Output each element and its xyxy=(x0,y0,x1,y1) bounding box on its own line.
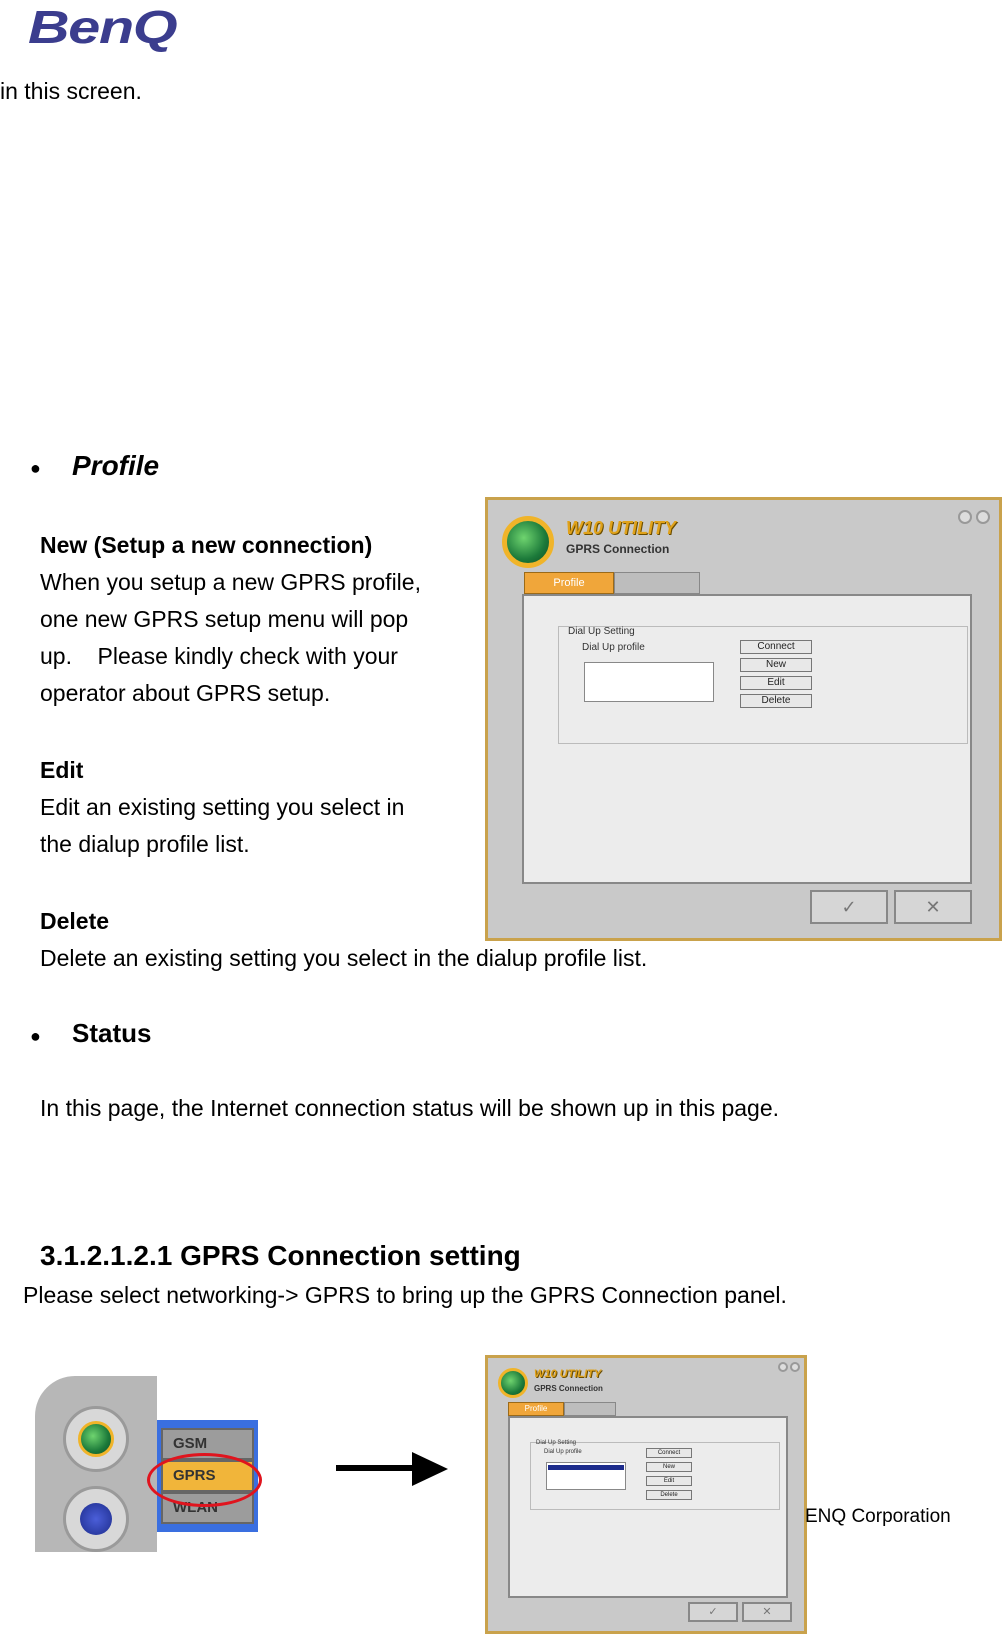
delete-button[interactable]: Delete xyxy=(646,1490,692,1500)
connect-button[interactable]: Connect xyxy=(646,1448,692,1458)
delete-button[interactable]: Delete xyxy=(740,694,812,708)
phone-icon xyxy=(80,1503,112,1535)
arrow-head-icon xyxy=(412,1452,448,1486)
bullet-icon: ● xyxy=(30,1026,41,1046)
group-label: Dial Up Setting xyxy=(568,626,635,637)
section-title: 3.1.2.1.2.1 GPRS Connection setting xyxy=(40,1240,521,1271)
edit-line: Edit an existing setting you select in xyxy=(40,794,405,820)
ok-button[interactable]: ✓ xyxy=(688,1602,738,1622)
edit-button[interactable]: Edit xyxy=(646,1476,692,1486)
menu-item-gprs[interactable]: GPRS xyxy=(161,1460,254,1492)
app-title: W10 UTILITY xyxy=(566,518,677,538)
status-line: In this page, the Internet connection status will be shown up in this page. xyxy=(40,1095,780,1121)
globe-icon xyxy=(498,1368,528,1398)
new-button[interactable]: New xyxy=(740,658,812,672)
dialup-profile-list[interactable] xyxy=(546,1462,626,1490)
app-subtitle: GPRS Connection xyxy=(534,1384,603,1393)
app-subtitle: GPRS Connection xyxy=(566,542,670,556)
tab-profile[interactable]: Profile xyxy=(508,1402,564,1416)
footer-text: ENQ Corporation xyxy=(805,1506,951,1527)
close-icon[interactable] xyxy=(790,1362,800,1372)
status-heading: Status xyxy=(72,1018,152,1048)
tab-status[interactable] xyxy=(614,572,700,594)
group-label: Dial Up Setting xyxy=(536,1440,577,1446)
phone-button[interactable] xyxy=(63,1486,129,1552)
intro-fragment: in this screen. xyxy=(0,78,142,104)
edit-title: Edit xyxy=(40,757,84,783)
arrow-icon xyxy=(336,1465,416,1471)
minimize-icon[interactable] xyxy=(958,510,972,524)
globe-icon xyxy=(78,1421,114,1457)
new-title: New (Setup a new connection) xyxy=(40,532,373,558)
profile-heading: Profile xyxy=(72,450,160,481)
new-line: operator about GPRS setup. xyxy=(40,680,331,706)
ok-button[interactable]: ✓ xyxy=(810,890,888,924)
globe-icon xyxy=(502,516,554,568)
menu-item-wlan[interactable]: WLAN xyxy=(161,1492,254,1524)
delete-line: Delete an existing setting you select in the dialup profile list. xyxy=(40,945,648,971)
app-title: W10 UTILITY xyxy=(534,1368,602,1380)
new-line: up. Please kindly check with your xyxy=(40,643,398,669)
connect-button[interactable]: Connect xyxy=(740,640,812,654)
benq-logo: BenQ xyxy=(28,1,177,53)
list-row-selected[interactable] xyxy=(548,1465,624,1470)
new-line: one new GPRS setup menu will pop xyxy=(40,606,409,632)
list-label: Dial Up profile xyxy=(582,642,645,653)
gprs-connection-screenshot xyxy=(485,497,1002,941)
list-label: Dial Up profile xyxy=(544,1449,582,1455)
highlight-circle xyxy=(147,1453,262,1507)
close-icon[interactable] xyxy=(976,510,990,524)
networking-button[interactable] xyxy=(63,1406,129,1472)
networking-side-panel xyxy=(35,1376,157,1552)
delete-title: Delete xyxy=(40,908,110,934)
cancel-button[interactable]: ✕ xyxy=(894,890,972,924)
tab-profile[interactable]: Profile xyxy=(524,572,614,594)
section-line: Please select networking-> GPRS to bring up the GPRS Connection panel. xyxy=(23,1282,787,1308)
minimize-icon[interactable] xyxy=(778,1362,788,1372)
dialup-profile-list[interactable] xyxy=(584,662,714,702)
menu-item-gsm[interactable]: GSM xyxy=(161,1428,254,1460)
bullet-icon: ● xyxy=(30,458,41,478)
new-line: When you setup a new GPRS profile, xyxy=(40,569,421,595)
cancel-button[interactable]: ✕ xyxy=(742,1602,792,1622)
edit-line: the dialup profile list. xyxy=(40,831,250,857)
edit-button[interactable]: Edit xyxy=(740,676,812,690)
new-button[interactable]: New xyxy=(646,1462,692,1472)
gprs-connection-screenshot-small xyxy=(485,1355,807,1634)
tab-status[interactable] xyxy=(564,1402,616,1416)
